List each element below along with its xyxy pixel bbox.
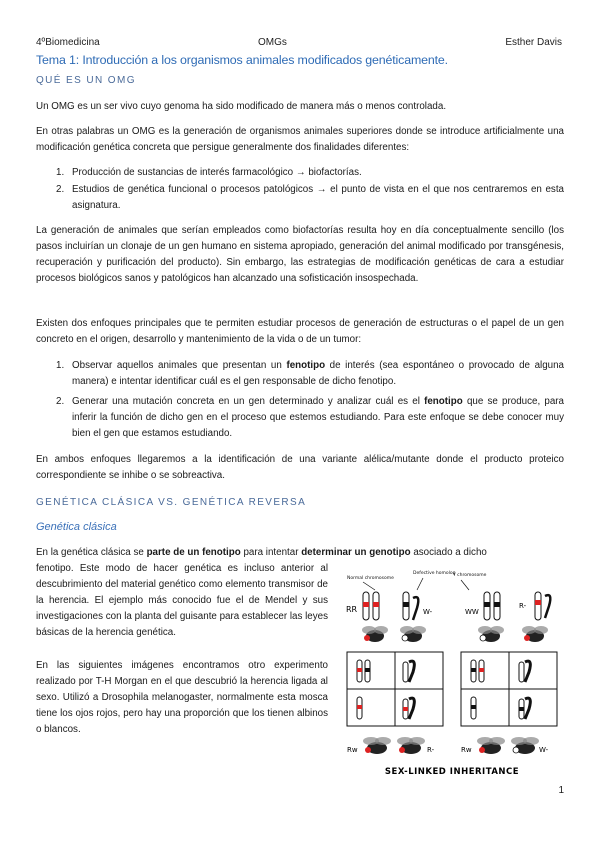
punnett-square-right	[461, 652, 557, 726]
paragraph-variante-alelica: En ambos enfoques llegaremos a la identificación de una variante alélica/mutante donde el producto proteico correspondiente se inhibe o se sobreactiva.	[36, 454, 564, 481]
genotype-label: R-	[427, 746, 435, 754]
list-item	[56, 358, 564, 390]
list-item	[56, 182, 564, 214]
paragraph-omg-generation: En otras palabras un OMG es la generación de organismos animales superiores donde se introduce artificialmente una modificación genética concreta que persigue generalmente dos finalidades diferentes:	[36, 126, 564, 153]
list-text: Producción de sustancias de interés farmacológico → biofactorías.	[72, 167, 362, 178]
paragraph-biofactorias: La generación de animales que serían empleados como biofactorías resulta hoy en día conceptualmente sencillo (los pasos incluirían un clonaje de un gen humano en sistema apropiado, generación del animal modificado por transgénesis, recuperación y purificación del producto). Sin embargo, las estrategias de modificación genéticas de cara a estudiar procesos biológicos sanos y patológicos han alcanzado una sofisticación insospechada.	[36, 225, 564, 284]
section-heading-genetica: GENÉTICA CLÁSICA VS. GENÉTICA REVERSA	[36, 497, 307, 508]
genotype-label: W-	[423, 608, 433, 616]
list-number: 2.	[56, 396, 65, 407]
label-y-chromosome: Y chromosome	[453, 573, 487, 578]
genotype-label: Rw	[347, 746, 358, 754]
genotype-label: WW	[465, 608, 479, 616]
list-item	[56, 394, 564, 442]
label-normal-chromosome: Normal chromosome	[347, 576, 394, 581]
fly-icon	[477, 737, 505, 754]
section-heading-omg: QUÉ ES UN OMG	[36, 75, 136, 86]
fly-icon	[362, 626, 388, 642]
document-title: Tema 1: Introducción a los organismos animales modificados genéticamente.	[36, 53, 448, 67]
genotype-label: Rw	[461, 746, 472, 754]
header-center: OMGs	[258, 37, 287, 48]
chromosome-pair	[403, 592, 418, 620]
fly-icon	[397, 737, 425, 754]
list-text: Observar aquellos animales que presentan un fenotipo de interés (sea espontáneo o provocado de alguna manera) e intentar identificar cuál es el gen responsable de dicho fenotipo.	[72, 360, 564, 387]
paragraph-genetica-clasica-intro: En la genética clásica se parte de un fenotipo para intentar determinar un genotipo asociado a dicho	[36, 547, 487, 558]
fly-icon	[511, 737, 539, 754]
paragraph-enfoques: Existen dos enfoques principales que te permiten estudiar procesos de generación de estructuras o el papel de un gen concreto en el origen, desarrollo y mantenimiento de la vida o de un tumor:	[36, 318, 564, 345]
paragraph-mendel: fenotipo. Este modo de hacer genética es incluso anterior al descubrimiento del material genético como elemento transmisor de la herencia. El ejemplo más conocido fue el de Mendel y sus investigaciones con la planta del guisante para establecer las leyes básicas de la herencia genética.	[36, 563, 328, 638]
chromosome-pair	[535, 592, 550, 620]
chromosome-pair	[484, 592, 500, 620]
paragraph-definition: Un OMG es un ser vivo cuyo genoma ha sido modificado de manera más o menos controlada.	[36, 101, 447, 112]
figure-caption: SEX-LINKED INHERITANCE	[384, 767, 520, 777]
fly-icon	[400, 626, 426, 642]
genotype-label: RR	[346, 605, 358, 614]
list-number: 1.	[56, 167, 65, 178]
subheading-genetica-clasica: Genética clásica	[36, 521, 117, 533]
list-number: 2.	[56, 184, 65, 195]
fly-icon	[363, 737, 391, 754]
fly-icon	[478, 626, 504, 642]
header-left: 4ºBiomedicina	[36, 37, 100, 48]
genotype-label: R-	[519, 602, 527, 610]
fly-icon	[522, 626, 548, 642]
paragraph-morgan: En las siguientes imágenes encontramos otro experimento realizado por T-H Morgan en el que descubrió la herencia ligada al sexo. Utilizó a Drosophila melanogaster, normalmente esta mosca tiene los ojos rojos, pero hay una proporción que los tienen albinos o blancos.	[36, 660, 328, 735]
chromosome-pair	[363, 592, 379, 620]
label-defective-homolog: Defective homolog	[413, 571, 456, 576]
list-number: 1.	[56, 360, 65, 371]
list-item	[56, 165, 564, 181]
page-number: 1	[558, 785, 564, 796]
list-text: Estudios de genética funcional o procesos patológicos → el punto de vista en el que nos centraremos en esta asignatura.	[72, 184, 564, 211]
sex-linked-inheritance-figure	[343, 568, 561, 780]
punnett-square-left	[347, 652, 443, 726]
list-text: Generar una mutación concreta en un gen determinado y analizar cuál es el fenotipo que se produce, para inferir la función de dicho gen en el proceso que estemos estudiando. Para este enfoque se debe conocer muy bien el gen que estamos estudiando.	[72, 396, 564, 439]
genotype-label: W-	[539, 746, 549, 754]
header-right: Esther Davis	[505, 37, 562, 48]
